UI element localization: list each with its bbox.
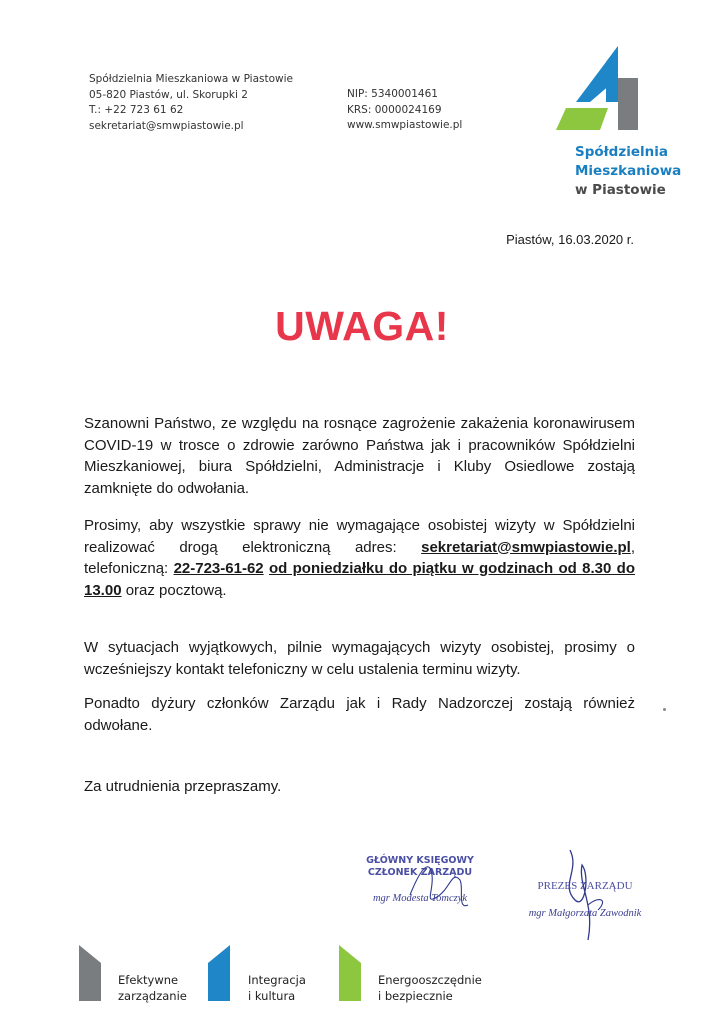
footer-label-line-1: Energooszczędnie — [378, 973, 482, 987]
page-title: UWAGA! — [275, 303, 449, 349]
scan-dot — [663, 708, 666, 711]
paragraph-closure — [84, 413, 635, 499]
text-segment: oraz pocztową. — [121, 581, 227, 599]
org-email[interactable]: sekretariat@smwpiastowie.pl — [89, 119, 244, 132]
footer-label-line-2: i bezpiecznie — [378, 989, 453, 1003]
paragraph-text: Ponadto dyżury członków Zarządu jak i Rady Nadzorczej zostają również odwołane. — [84, 695, 635, 734]
org-name: Spółdzielnia Mieszkaniowa w Piastowie — [89, 73, 294, 85]
paragraph-board — [84, 693, 635, 736]
footer-label — [118, 972, 187, 1004]
org-phone: T.: +22 723 61 62 — [89, 104, 184, 116]
integration-bar-icon — [208, 945, 230, 1001]
text-segment: , telefoniczną: — [84, 538, 635, 577]
footer-label-line-2: i kultura — [248, 989, 296, 1003]
footer-label — [378, 972, 482, 1004]
org-address: 05-820 Piastów, ul. Skorupki 2 — [89, 88, 248, 101]
logo-line-2: Mieszkaniowa — [575, 163, 682, 179]
management-bar-icon — [79, 945, 101, 1001]
document-date: Piastów, 16.03.2020 r. — [506, 232, 634, 247]
footer-label-line-1: Integracja — [248, 973, 306, 987]
organization-registry — [347, 87, 462, 134]
footer-value-energy — [339, 945, 499, 1001]
signature-role: PREZES ZARZĄDU — [537, 880, 633, 892]
organization-contact — [89, 72, 293, 134]
nip-number: NIP: 5340001461 — [347, 88, 438, 100]
footer-label-line-1: Efektywne — [118, 973, 179, 987]
footer-label — [248, 972, 306, 1004]
footer-value-integration — [208, 945, 338, 1001]
phone-link[interactable]: 22-723-61-62 — [173, 560, 264, 577]
paragraph-contact — [84, 515, 635, 601]
office-hours: od poniedziałku do piątku w godzinach od 8.30 do 13.00 — [84, 560, 636, 599]
logo-line-3: w Piastowie — [575, 182, 666, 198]
handwritten-signature-icon — [550, 845, 620, 945]
signature-role-line-1: GŁÓWNY KSIĘGOWY — [366, 855, 474, 866]
logo-wordmark — [575, 143, 681, 200]
paragraph-text — [84, 515, 635, 601]
paragraph-exceptions — [84, 637, 635, 680]
footer-value-management — [79, 945, 219, 1001]
email-link[interactable]: sekretariat@smwpiastowie.pl — [421, 538, 631, 556]
paragraph-text: W sytuacjach wyjątkowych, pilnie wymagających wizyty osobistej, prosimy o wcześniejszy kontakt telefoniczny w celu ustalenia terminu wizyty. — [84, 639, 635, 678]
logo-line-1: Spółdzielnia — [575, 144, 668, 160]
signature-name: mgr Małgorzata Zawodnik — [528, 908, 642, 919]
signature-name: mgr Modesta Tomczyk — [372, 893, 468, 904]
text-segment: Prosimy, aby wszystkie sprawy nie wymagające osobistej wizyty w Spółdzielni realizować drogą elektroniczną adres: — [84, 517, 635, 556]
paragraph-text: Szanowni Państwo, ze względu na rosnące zagrożenie zakażenia koronawirusem COVID-19 w trosce o zdrowie zarówno Państwa jak i pracowników Spółdzielni Mieszkaniowej, biura Spółdzielni, Administracje i Kluby Osiedlowe zostają zamknięte do odwołania. — [84, 415, 635, 497]
signature-role-line-2: CZŁONEK ZARZĄDU — [367, 867, 473, 878]
energy-bar-icon — [339, 945, 361, 1001]
smw-logo-icon — [556, 44, 640, 130]
signature-chief-accountant — [360, 855, 480, 904]
paragraph-text: Za utrudnienia przepraszamy. — [84, 778, 282, 795]
footer-label-line-2: zarządzanie — [118, 989, 187, 1003]
website-link[interactable]: www.smwpiastowie.pl — [347, 119, 463, 131]
handwritten-signature-icon — [402, 855, 472, 920]
signature-president — [510, 880, 660, 919]
krs-number: KRS: 0000024169 — [347, 103, 442, 116]
paragraph-apology — [84, 776, 635, 798]
